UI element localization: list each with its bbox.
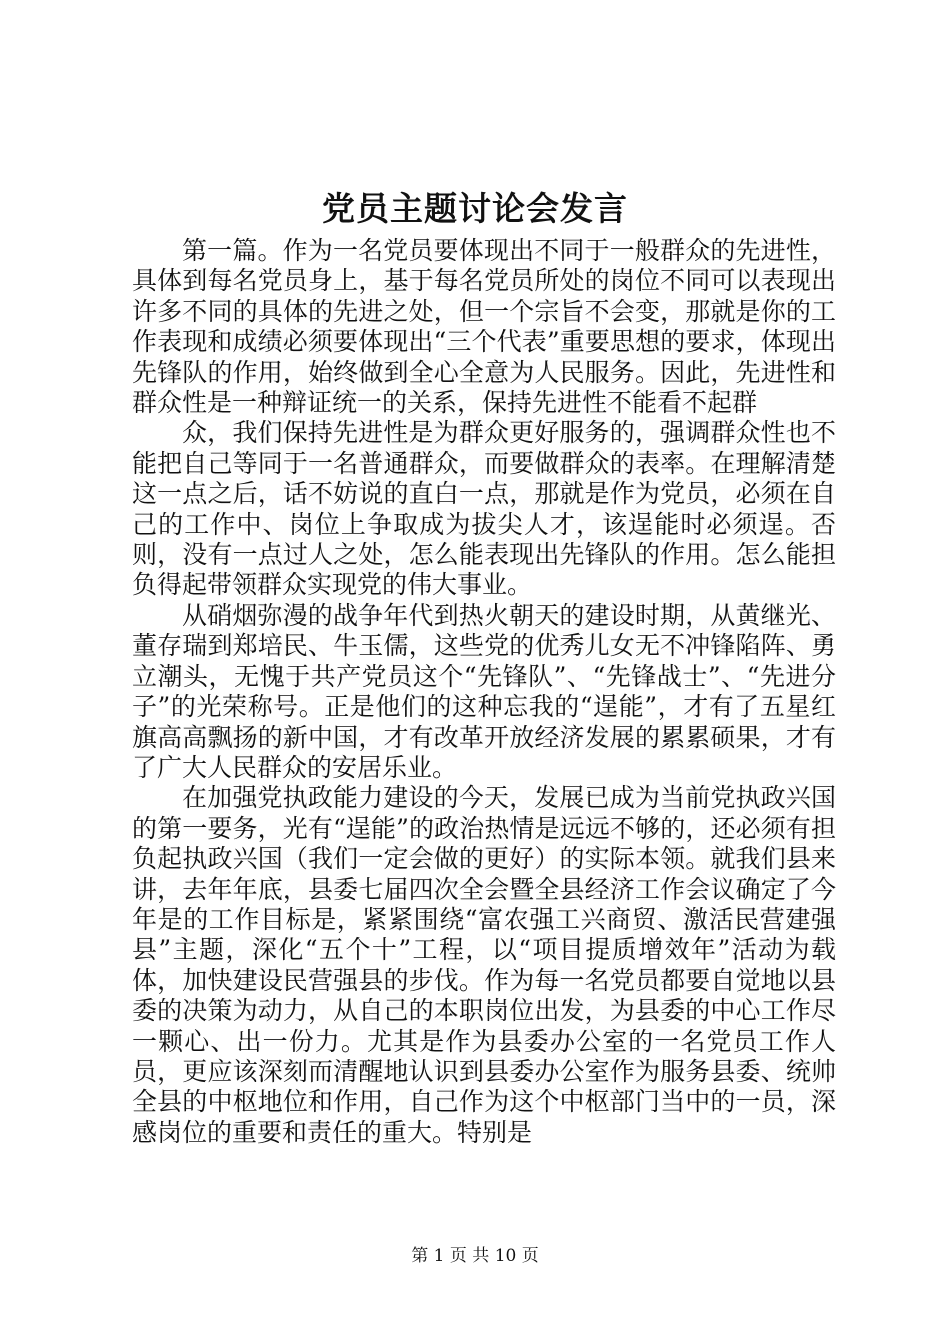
page-footer: 第 1 页 共 10 页 [411, 1246, 539, 1266]
paragraph-2: 众，我们保持先进性是为群众更好服务的，强调群众性也不能把自己等同于一名普通群众，而要做群众的表率。在理解清楚这一点之后，话不妨说的直白一点，那就是作为党员，必须在自己的工作中、岗位上争取成为拔尖人才，该逞能时必须逞。否则，没有一点过人之处，怎么能表现出先锋队的作用。怎么能担负得起带领群众实现党的伟大事业。 [132, 418, 836, 600]
paragraph-4: 在加强党执政能力建设的今天，发展已成为当前党执政兴国的第一要务，光有“逞能”的政治热情是远远不够的，还必须有担负起执政兴国（我们一定会做的更好）的实际本领。就我们县来讲，去年年底，县委七届四次全会暨全县经济工作会议确定了今年是的工作目标是，紧紧围绕“富农强工兴商贸、激活民营建强县”主题，深化“五个十”工程，以“项目提质增效年”活动为载体，加快建设民营强县的步伐。作为每一名党员都要自觉地以县委的决策为动力，从自己的本职岗位出发，为县委的中心工作尽一颗心、出一份力。尤其是作为县委办公室的一名党员工作人员，更应该深刻而清醒地认识到县委办公室作为服务县委、统帅全县的中枢地位和作用，自己作为这个中枢部门当中的一员，深感岗位的重要和责任的重大。特别是 [132, 783, 836, 1147]
document-title: 党员主题讨论会发言 [322, 189, 628, 228]
document-body [132, 236, 836, 1148]
paragraph-3: 从硝烟弥漫的战争年代到热火朝天的建设时期，从黄继光、董存瑞到郑培民、牛玉儒，这些党的优秀儿女无不冲锋陷阵、勇立潮头，无愧于共产党员这个“先锋队”、“先锋战士”、“先进分子”的光荣称号。正是他们的这种忘我的“逞能”，才有了五星红旗高高飘扬的新中国，才有改革开放经济发展的累累硕果，才有了广大人民群众的安居乐业。 [132, 600, 836, 782]
paragraph-1: 第一篇。作为一名党员要体现出不同于一般群众的先进性，具体到每名党员身上，基于每名党员所处的岗位不同可以表现出许多不同的具体的先进之处，但一个宗旨不会变，那就是你的工作表现和成绩必须要体现出“三个代表”重要思想的要求，体现出先锋队的作用，始终做到全心全意为人民服务。因此，先进性和群众性是一种辩证统一的关系，保持先进性不能看不起群 [132, 236, 836, 418]
